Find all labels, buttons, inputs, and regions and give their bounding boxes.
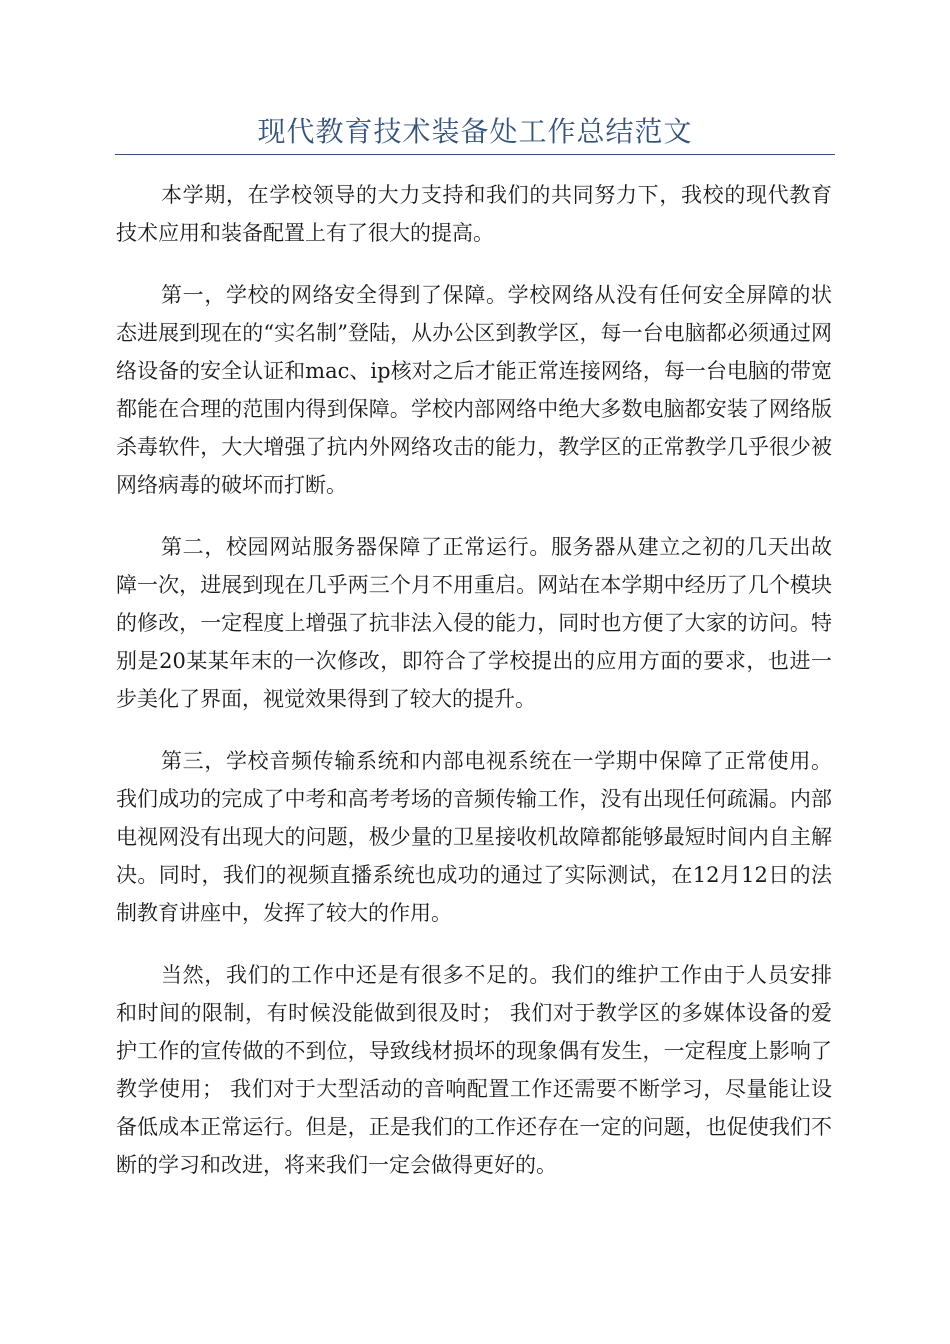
paragraph-network-security: 第一，学校的网络安全得到了保障。学校网络从没有任何安全屏障的状态进展到现在的“实名制”登陆，从办公区到教学区，每一台电脑都必须通过网络设备的安全认证和mac、ip核对之后才能正常连接网络，每一台电脑的带宽都能在合理的范围内得到保障。学校内部网络中绝大多数电脑都安装了网络版杀毒软件，大大增强了抗内外网络攻击的能力，教学区的正常教学几乎很少被网络病毒的破坏而打断。 [116, 283, 832, 497]
paragraph-shortcomings: 当然，我们的工作中还是有很多不足的。我们的维护工作由于人员安排和时间的限制，有时候没能做到很及时； 我们对于教学区的多媒体设备的爱护工作的宣传做的不到位，导致线材损坏的现象偶有发生，一定程度上影响了教学使用； 我们对于大型活动的音响配置工作还需要不断学习，尽量能让设备低成本正常运行。但是，正是我们的工作还存在一定的问题，也促使我们不断的学习和改进，将来我们一定会做得更好的。 [116, 963, 832, 1177]
paragraph-web-server: 第二，校园网站服务器保障了正常运行。服务器从建立之初的几天出故障一次，进展到现在几乎两三个月不用重启。网站在本学期中经历了几个模块的修改，一定程度上增强了抗非法入侵的能力，同时也方便了大家的访问。特别是20某某年末的一次修改，即符合了学校提出的应用方面的要求，也进一步美化了界面，视觉效果得到了较大的提升。 [116, 535, 832, 711]
document-body [116, 176, 832, 1208]
document-title: 现代教育技术装备处工作总结范文 [257, 115, 693, 148]
title-underline [115, 154, 835, 155]
paragraph-audio-tv-system: 第三，学校音频传输系统和内部电视系统在一学期中保障了正常使用。我们成功的完成了中考和高考考场的音频传输工作，没有出现任何疏漏。内部电视网没有出现大的问题，极少量的卫星接收机故障都能够最短时间内自主解决。同时，我们的视频直播系统也成功的通过了实际测试，在12月12日的法制教育讲座中，发挥了较大的作用。 [116, 749, 832, 925]
paragraph-intro: 本学期，在学校领导的大力支持和我们的共同努力下，我校的现代教育技术应用和装备配置上有了很大的提高。 [116, 183, 832, 245]
